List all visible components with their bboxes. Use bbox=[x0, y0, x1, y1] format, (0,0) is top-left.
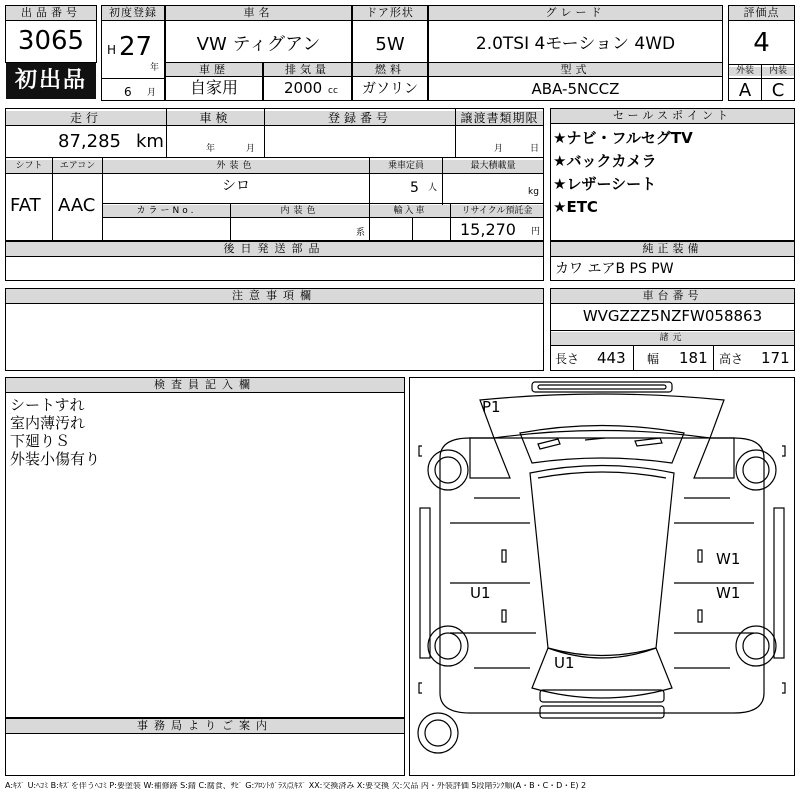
inspector-note: 下廻りＳ bbox=[10, 432, 71, 450]
recycle-label: リサイクル預託金 bbox=[451, 205, 543, 217]
chassis-box bbox=[550, 288, 795, 371]
interior-grade: C bbox=[771, 80, 785, 101]
sales-point-item: ★レザーシート bbox=[553, 175, 657, 193]
lot-number-cell bbox=[5, 5, 97, 63]
displacement-unit: cc bbox=[328, 86, 338, 96]
air-conditioner: AAC bbox=[58, 195, 96, 216]
grade: 2.0TSI 4モーション 4WD bbox=[475, 34, 676, 54]
dimensions-label: 諸元 bbox=[551, 332, 794, 345]
car-name-label: 車名 bbox=[166, 6, 351, 21]
displacement-cell bbox=[263, 62, 352, 101]
color-number-label: カラーNo. bbox=[103, 205, 230, 217]
car-outline-svg bbox=[410, 378, 794, 775]
equipment: カワ エアB PS PW bbox=[555, 261, 674, 277]
later-parts-cell bbox=[5, 241, 544, 281]
score-cell bbox=[728, 5, 795, 101]
import-label: 輸入車 bbox=[370, 205, 450, 217]
inspector-label: 検査員記入欄 bbox=[6, 378, 404, 393]
sales-points-box bbox=[550, 108, 795, 241]
registration-number-label: 登録番号 bbox=[265, 111, 455, 125]
exterior-color: シロ bbox=[222, 178, 250, 194]
car-name: VW ティグアン bbox=[196, 34, 321, 55]
score: 4 bbox=[753, 28, 770, 58]
notes-label: 注意事項欄 bbox=[6, 289, 543, 304]
inspector-note: 外装小傷有り bbox=[10, 450, 101, 468]
car-name-cell bbox=[165, 5, 352, 63]
history-label: 車歴 bbox=[166, 63, 262, 77]
interior-color-suffix: 系 bbox=[356, 228, 366, 238]
damage-mark-u1-left: U1 bbox=[470, 584, 491, 602]
registration-month: 6 bbox=[124, 85, 132, 99]
grade-cell bbox=[428, 5, 723, 63]
inspector-note: 室内薄汚れ bbox=[10, 414, 86, 432]
era-prefix: H bbox=[107, 43, 117, 57]
capacity-label: 乗車定員 bbox=[370, 160, 442, 173]
mileage: 87,285 bbox=[58, 131, 121, 152]
shift: FAT bbox=[10, 195, 41, 216]
damage-mark-p1: P1 bbox=[482, 398, 501, 416]
displacement-label: 排気量 bbox=[264, 63, 351, 77]
year-unit: 年 bbox=[150, 63, 160, 73]
capacity-unit: 人 bbox=[428, 183, 438, 193]
damage-mark-w1-lower: W1 bbox=[716, 584, 741, 602]
inspection-month-unit: 月 bbox=[246, 144, 256, 154]
inspector-notes bbox=[10, 396, 100, 468]
length: 443 bbox=[597, 349, 626, 367]
fuel: ガソリン bbox=[362, 81, 418, 97]
equipment-label: 純正装備 bbox=[551, 242, 794, 257]
exterior-color-label: 外装色 bbox=[103, 160, 369, 173]
chassis-number: WVGZZZ5NZFW058863 bbox=[582, 307, 763, 325]
inspection-label: 車検 bbox=[167, 111, 264, 125]
office-label: 事務局よりご案内 bbox=[6, 719, 404, 734]
first-listing-badge: 初出品 bbox=[6, 63, 96, 99]
history-cell bbox=[165, 62, 263, 101]
grade-label: グレード bbox=[429, 6, 722, 21]
mileage-label: 走行 bbox=[6, 111, 166, 125]
chassis-label: 車台番号 bbox=[551, 289, 794, 304]
interior-label: 内装 bbox=[762, 67, 794, 76]
equipment-box bbox=[550, 241, 795, 281]
shift-label: シフト bbox=[6, 160, 52, 173]
mileage-unit: km bbox=[136, 131, 164, 152]
score-label: 評価点 bbox=[729, 6, 794, 21]
max-load-label: 最大積載量 bbox=[443, 160, 543, 173]
inspection-year-unit: 年 bbox=[206, 144, 216, 154]
transfer-month-unit: 月 bbox=[494, 144, 504, 154]
model-label: 型式 bbox=[429, 63, 722, 77]
sales-points-label: セールスポイント bbox=[551, 109, 794, 124]
sales-point-item: ★ナビ・フルセグTV bbox=[553, 129, 693, 147]
door-cell bbox=[352, 5, 428, 63]
exterior-grade: A bbox=[738, 80, 752, 101]
recycle-deposit: 15,270 bbox=[460, 220, 516, 239]
door-type: 5W bbox=[375, 34, 405, 55]
lot-number: 3065 bbox=[17, 26, 85, 56]
width-label: 幅 bbox=[647, 352, 660, 366]
sales-point-item: ★バックカメラ bbox=[553, 152, 657, 170]
sales-point-item: ★ETC bbox=[553, 198, 598, 216]
history: 自家用 bbox=[189, 78, 238, 97]
model: ABA-5NCCZ bbox=[531, 80, 620, 98]
month-unit: 月 bbox=[147, 88, 157, 98]
inspector-note: シートすれ bbox=[10, 396, 85, 414]
door-label: ドア形状 bbox=[353, 6, 427, 21]
car-diagram bbox=[409, 377, 795, 776]
recycle-unit: 円 bbox=[531, 227, 541, 237]
damage-mark-w1-upper: W1 bbox=[716, 550, 741, 568]
transfer-day-unit: 日 bbox=[530, 144, 540, 154]
height: 171 bbox=[761, 349, 790, 367]
inspector-box bbox=[5, 377, 405, 718]
length-label: 長さ bbox=[555, 352, 580, 366]
interior-color-label: 内装色 bbox=[231, 205, 369, 217]
sales-points-list bbox=[553, 127, 693, 219]
first-registration-label: 初度登録 bbox=[102, 6, 164, 21]
first-registration-cell bbox=[101, 5, 165, 101]
width: 181 bbox=[679, 349, 708, 367]
max-load-unit: kg bbox=[528, 187, 539, 197]
fuel-label: 燃料 bbox=[353, 63, 427, 77]
damage-legend: A:ｷｽﾞ U:ﾍｺﾐ B:ｷｽﾞを伴うﾍｺﾐ P:要塗装 W:補修跡 S:錆 C:腐食、ｻﾋﾞ G:ﾌﾛﾝﾄｶﾞﾗｽ点ｷｽﾞ XX:交換済み X:要交換 欠:欠品 内・外装評価 5段階ﾗﾝｸ順(A・B・C・D・E) 2 bbox=[5, 782, 587, 790]
transfer-deadline-label: 譲渡書類期限 bbox=[456, 111, 543, 125]
exterior-label: 外装 bbox=[729, 67, 761, 76]
capacity: 5 bbox=[410, 180, 419, 196]
damage-mark-u1-rear: U1 bbox=[554, 654, 575, 672]
office-box bbox=[5, 718, 405, 776]
model-cell bbox=[428, 62, 723, 101]
notes-box bbox=[5, 288, 544, 371]
height-label: 高さ bbox=[719, 352, 744, 366]
fuel-cell bbox=[352, 62, 428, 101]
lot-number-label: 出品番号 bbox=[6, 6, 96, 21]
vehicle-detail-table bbox=[5, 108, 544, 241]
registration-year: 27 bbox=[119, 32, 153, 62]
displacement: 2000 bbox=[284, 79, 323, 97]
later-parts-label: 後日発送部品 bbox=[6, 242, 543, 257]
ac-label: エアコン bbox=[53, 160, 102, 173]
